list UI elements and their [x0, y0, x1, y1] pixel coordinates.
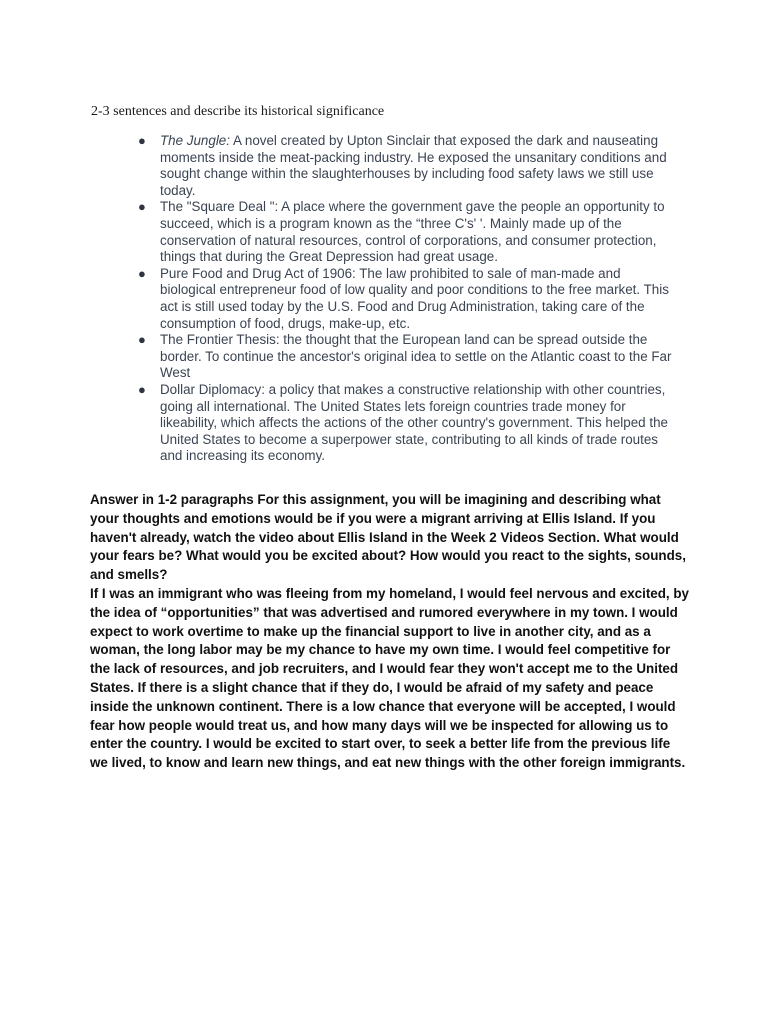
- list-item: [134, 199, 680, 265]
- list-item: [134, 133, 680, 199]
- bullet-text: A novel created by Upton Sinclair that exposed the dark and nauseating moments inside the meat-packing industry. He exposed the unsanitary conditions and sought change within the slaughterhouses by including food safety laws we still use today.: [160, 133, 667, 198]
- bullet-icon: ●: [138, 381, 146, 397]
- bullet-icon: ●: [138, 265, 146, 281]
- list-item: [134, 382, 680, 465]
- bullet-icon: ●: [138, 199, 146, 215]
- answer-section: [90, 491, 690, 773]
- section-heading: 2-3 sentences and describe its historical significance: [91, 104, 385, 119]
- bullet-text: The Frontier Thesis: the thought that the European land can be spread outside the border. To continue the ancestor's original idea to settle on the Atlantic coast to the Far West: [160, 332, 672, 381]
- bullet-list: [134, 133, 680, 465]
- bullet-title: The Jungle:: [160, 133, 230, 148]
- list-item: [134, 266, 680, 332]
- assignment-response: If I was an immigrant who was fleeing from my homeland, I would feel nervous and excited, by the idea of “opportunities” that was advertised and rumored everywhere in my town. I would expect to work overtime to make up the financial support to live in another city, and as a woman, the long labor may be my chance to have my own time. I would feel competitive for the lack of resources, and job recruiters, and I would fear they won't accept me to the United States. If there is a slight chance that if they do, I would be afraid of my safety and peace inside the unknown continent. There is a low chance that everyone will be accepted, I would fear how people would treat us, and how many days will we be inspected for allowing us to enter the country. I would be excited to start over, to seek a better life from the previous life we lived, to know and learn new things, and eat new things with the other foreign immigrants.: [90, 585, 689, 771]
- bullet-text: Pure Food and Drug Act of 1906: The law prohibited to sale of man-made and biological entrepreneur food of low quality and poor conditions to the free market. This act is still used today by the U.S. Food and Drug Administration, taking care of the consumption of food, drugs, make-up, etc.: [160, 265, 669, 331]
- assignment-prompt: Answer in 1-2 paragraphs For this assignment, you will be imagining and describing what your thoughts and emotions would be if you were a migrant arriving at Ellis Island. If you haven't already, watch the video about Ellis Island in the Week 2 Videos Section. What would your fears be? What would you be excited about? How would you react to the sights, sounds, and smells?: [90, 492, 686, 583]
- bullet-text: Dollar Diplomacy: a policy that makes a constructive relationship with other countries, going all international. The United States lets foreign countries trade money for likeability, which affects the actions of the other country's government. This helped the United States to become a superpower state, contributing to all kinds of trade routes and increasing its economy.: [160, 381, 668, 464]
- bullet-icon: ●: [138, 133, 146, 148]
- bullet-icon: ●: [138, 332, 146, 348]
- list-item: [134, 332, 680, 382]
- bullet-text: The "Square Deal ": A place where the government gave the people an opportunity to succeed, which is a program known as the “three C's' '. Mainly made up of the conservation of natural resources, control of corporations, and consumer protection, things that during the Great Depression had great usage.: [160, 199, 665, 265]
